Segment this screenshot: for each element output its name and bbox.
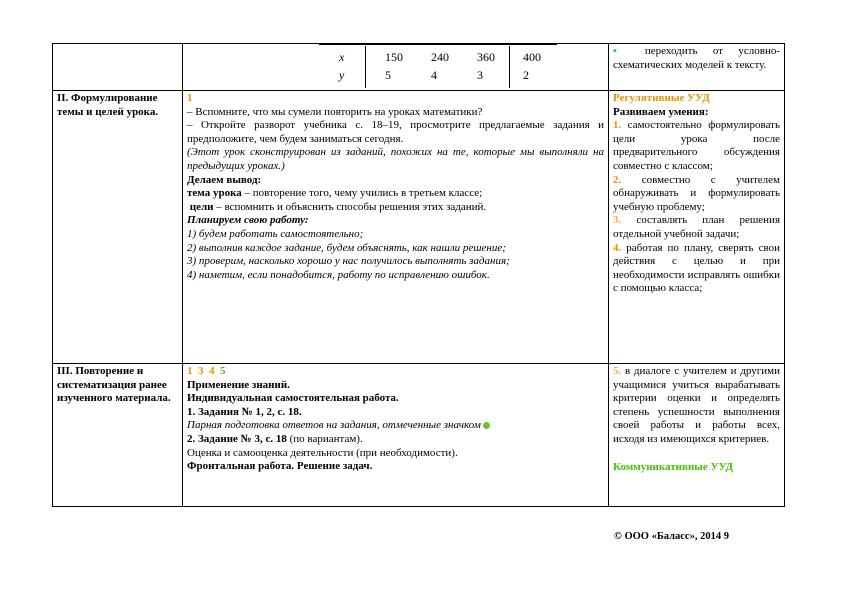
uud-item: 5. в диалоге с учителем и другими учащимися учиться вырабатывать критерии оценки и определять степень успешности выполнения своей работы и работы всех, исходя из имеющихся критериев. (613, 365, 781, 445)
uud-item: 1. самостоятельно формулировать цели урока после предварительного обсуждения совместно с классом; (613, 119, 780, 172)
x-value: 400 (523, 50, 541, 64)
x-label: x (339, 50, 345, 64)
y-value: 5 (385, 68, 391, 82)
content-line: Оценка и самооценка деятельности (при необходимости). (187, 446, 458, 459)
xy-table-cell (183, 44, 609, 91)
green-dot-icon (483, 422, 490, 429)
stage-cell (53, 91, 183, 364)
task-number: 5 (220, 365, 226, 377)
plan-heading: Планируем свою работу: (187, 214, 309, 227)
content-line: 1. Задания № 1, 2, с. 18. (187, 405, 302, 418)
content-line: Применение знаний. (187, 378, 290, 391)
page-footer: © ООО «Баласс», 2014 9 (614, 531, 729, 542)
table-row (53, 44, 785, 91)
x-value: 150 (385, 50, 403, 64)
x-value: 360 (477, 50, 495, 64)
uud-cell (609, 364, 785, 507)
uud-title: Коммуникативные УУД (613, 460, 734, 473)
plan-item: 3) проверим, насколько хорошо у нас получилось выполнять задания; (187, 255, 510, 268)
plan-item: 4) наметим, если понадобится, работу по исправлению ошибок. (187, 268, 490, 281)
y-value: 4 (431, 68, 437, 82)
uud-text: переходить от условно-схематических моделей к тексту. (613, 45, 781, 71)
content-line: Индивидуальная самостоятельная работа. (187, 392, 399, 405)
xy-table (183, 44, 608, 90)
content-line: Парная подготовка ответов на задания, отмеченные значком (187, 419, 481, 432)
develop-heading: Развиваем умения: (613, 105, 709, 118)
table-row (53, 91, 785, 364)
lesson-plan-table (52, 43, 785, 507)
table-row (53, 364, 785, 507)
x-value: 240 (431, 50, 449, 64)
stage-cell (53, 364, 183, 507)
content-line: 2. Задание № 3, с. 18 (187, 432, 287, 445)
uud-cell (609, 91, 785, 364)
plan-item: 1) будем работать самостоятельно; (187, 227, 364, 240)
conclusion-heading: Делаем вывод: (187, 173, 262, 186)
content-line: – Вспомните, что мы сумели повторить на уроках математики? (187, 105, 483, 118)
content-line: – Откройте разворот учебника с. 18–19, просмотрите предлагаемые задания и предположите, чем будем заниматься сегодня. (187, 119, 604, 145)
stage-title: III. Повторение и систематизация ранее изученного материала. (57, 365, 171, 405)
goals-text: – вспомнить и объяснить способы решения этих заданий. (213, 200, 487, 213)
uud-title: Регулятивные УУД (613, 92, 710, 104)
y-label: y (339, 68, 345, 82)
y-value: 2 (523, 68, 529, 82)
uud-item: 4. работая по плану, сверять свои действия с целью и при необходимости исправлять ошибки с помощью класса; (613, 241, 780, 295)
uud-item: 2. совместно с учителем обнаруживать и формулировать учебную проблему; (613, 173, 781, 213)
goals-label: цели (189, 200, 214, 213)
task-number: 4 (209, 365, 215, 377)
y-value: 3 (477, 68, 483, 82)
uud-item: 3. составлять план решения отдельной учебной задачи; (613, 214, 781, 240)
topic-text: – повторение того, чему учились в третьем классе; (241, 187, 483, 200)
content-line: (Этот урок сконструирован из заданий, похожих на те, которые мы выполняли на предыдущих уроках.) (187, 146, 604, 172)
plan-item: 2) выполнив каждое задание, будем объяснять, как нашли решение; (187, 241, 506, 254)
task-number: 3 (198, 365, 204, 377)
uud-cell-top: ▪ переходить от условно-схематических моделей к тексту. (609, 44, 785, 91)
stage-cell-empty (53, 44, 183, 91)
stage-title: II. Формулирование темы и целей урока. (57, 92, 159, 118)
content-line: Фронтальная работа. Решение задач. (187, 460, 373, 473)
content-cell (183, 91, 609, 364)
topic-label: тема урока (187, 187, 242, 200)
task-number: 1 (187, 365, 193, 377)
content-cell: 1 3 4 5 Применение знаний. Индивидуальная самостоятельная работа. 1. Задания № 1, 2, с. 18. Парная подготовка ответов на задания, отмеченные значком 2. Задание № 3, с. 18 (по вариантам). Оценка и самооценка деятельности (при необходимости). Фронтальная работа. Решение задач. (183, 364, 609, 507)
task-number: 1 (187, 92, 193, 104)
